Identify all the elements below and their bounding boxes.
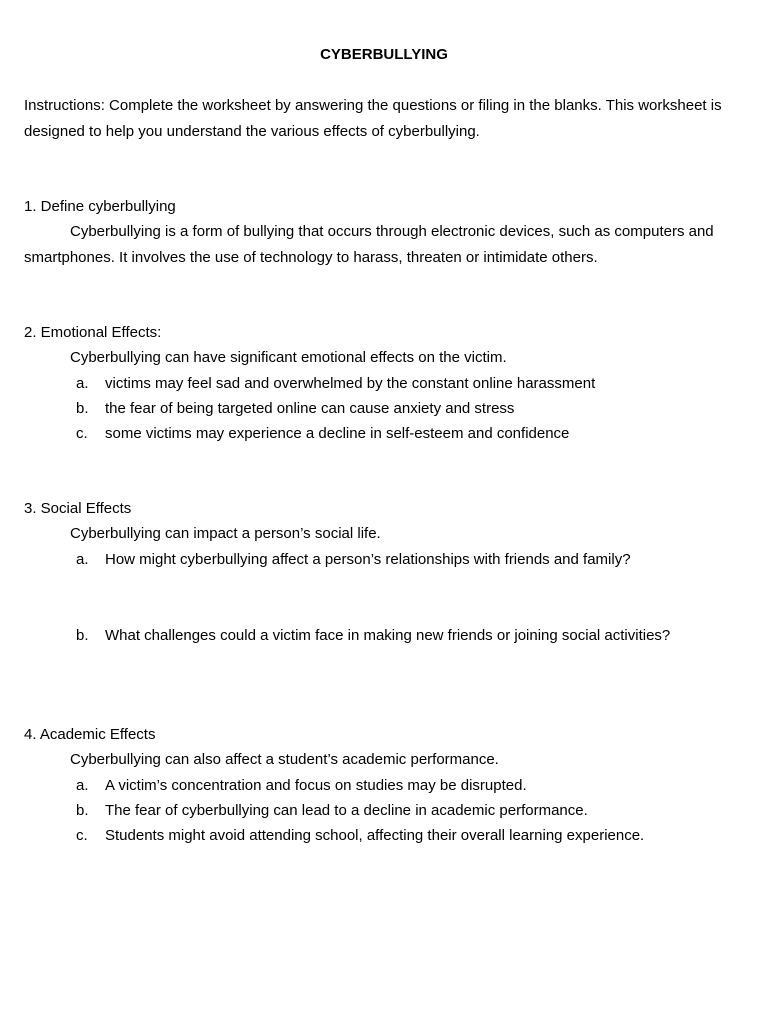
list-marker: a. <box>76 374 89 392</box>
section-academic <box>24 722 748 848</box>
section-intro: Cyberbullying can impact a person’s social life. <box>70 525 381 543</box>
section-intro: Cyberbullying can also affect a student’s academic performance. <box>70 751 499 769</box>
section-heading: 1. Define cyberbullying <box>24 198 176 215</box>
list-marker: a. <box>76 776 89 794</box>
list-marker: a. <box>76 550 89 568</box>
list-item <box>24 773 748 798</box>
list-marker: b. <box>76 801 89 819</box>
list-marker: b. <box>76 626 89 644</box>
list-marker: c. <box>76 827 88 845</box>
list-item <box>24 798 748 823</box>
list-item-text: some victims may experience a decline in self-esteem and confidence <box>105 425 570 443</box>
section-heading: 3. Social Effects <box>24 500 132 517</box>
section-emotional <box>24 320 748 446</box>
question-text: How might cyberbullying affect a person’s relationships with friends and family? <box>105 550 631 568</box>
list-marker: c. <box>76 425 88 443</box>
list-item <box>24 371 748 396</box>
question-text: What challenges could a victim face in making new friends or joining social activities? <box>105 626 671 644</box>
list-item <box>24 421 748 446</box>
section-heading: 2. Emotional Effects: <box>24 324 162 341</box>
list-item-text: the fear of being targeted online can cause anxiety and stress <box>105 399 515 417</box>
list-item <box>24 396 748 421</box>
section-define <box>24 194 748 270</box>
question-item <box>24 547 748 572</box>
worksheet-title: CYBERBULLYING <box>320 46 448 63</box>
section-intro: Cyberbullying can have significant emotional effects on the victim. <box>70 349 507 367</box>
question-item <box>24 623 748 648</box>
list-item-text: A victim’s concentration and focus on studies may be disrupted. <box>105 776 527 794</box>
list-item-text: Students might avoid attending school, affecting their overall learning experience. <box>105 827 645 845</box>
instructions-text: Instructions: Complete the worksheet by answering the questions or filing in the blanks. This worksheet is designed to help you understand the various effects of cyberbullying. <box>24 97 722 140</box>
list-item-text: victims may feel sad and overwhelmed by the constant online harassment <box>105 374 596 392</box>
section-heading: 4. Academic Effects <box>24 726 156 743</box>
section-paragraph: Cyberbullying is a form of bullying that occurs through electronic devices, such as computers and smartphones. It involves the use of technology to harass, threaten or intimidate others. <box>24 223 714 266</box>
section-social <box>24 496 748 648</box>
list-item-text: The fear of cyberbullying can lead to a decline in academic performance. <box>105 801 588 819</box>
list-item <box>24 823 748 848</box>
list-marker: b. <box>76 399 89 417</box>
